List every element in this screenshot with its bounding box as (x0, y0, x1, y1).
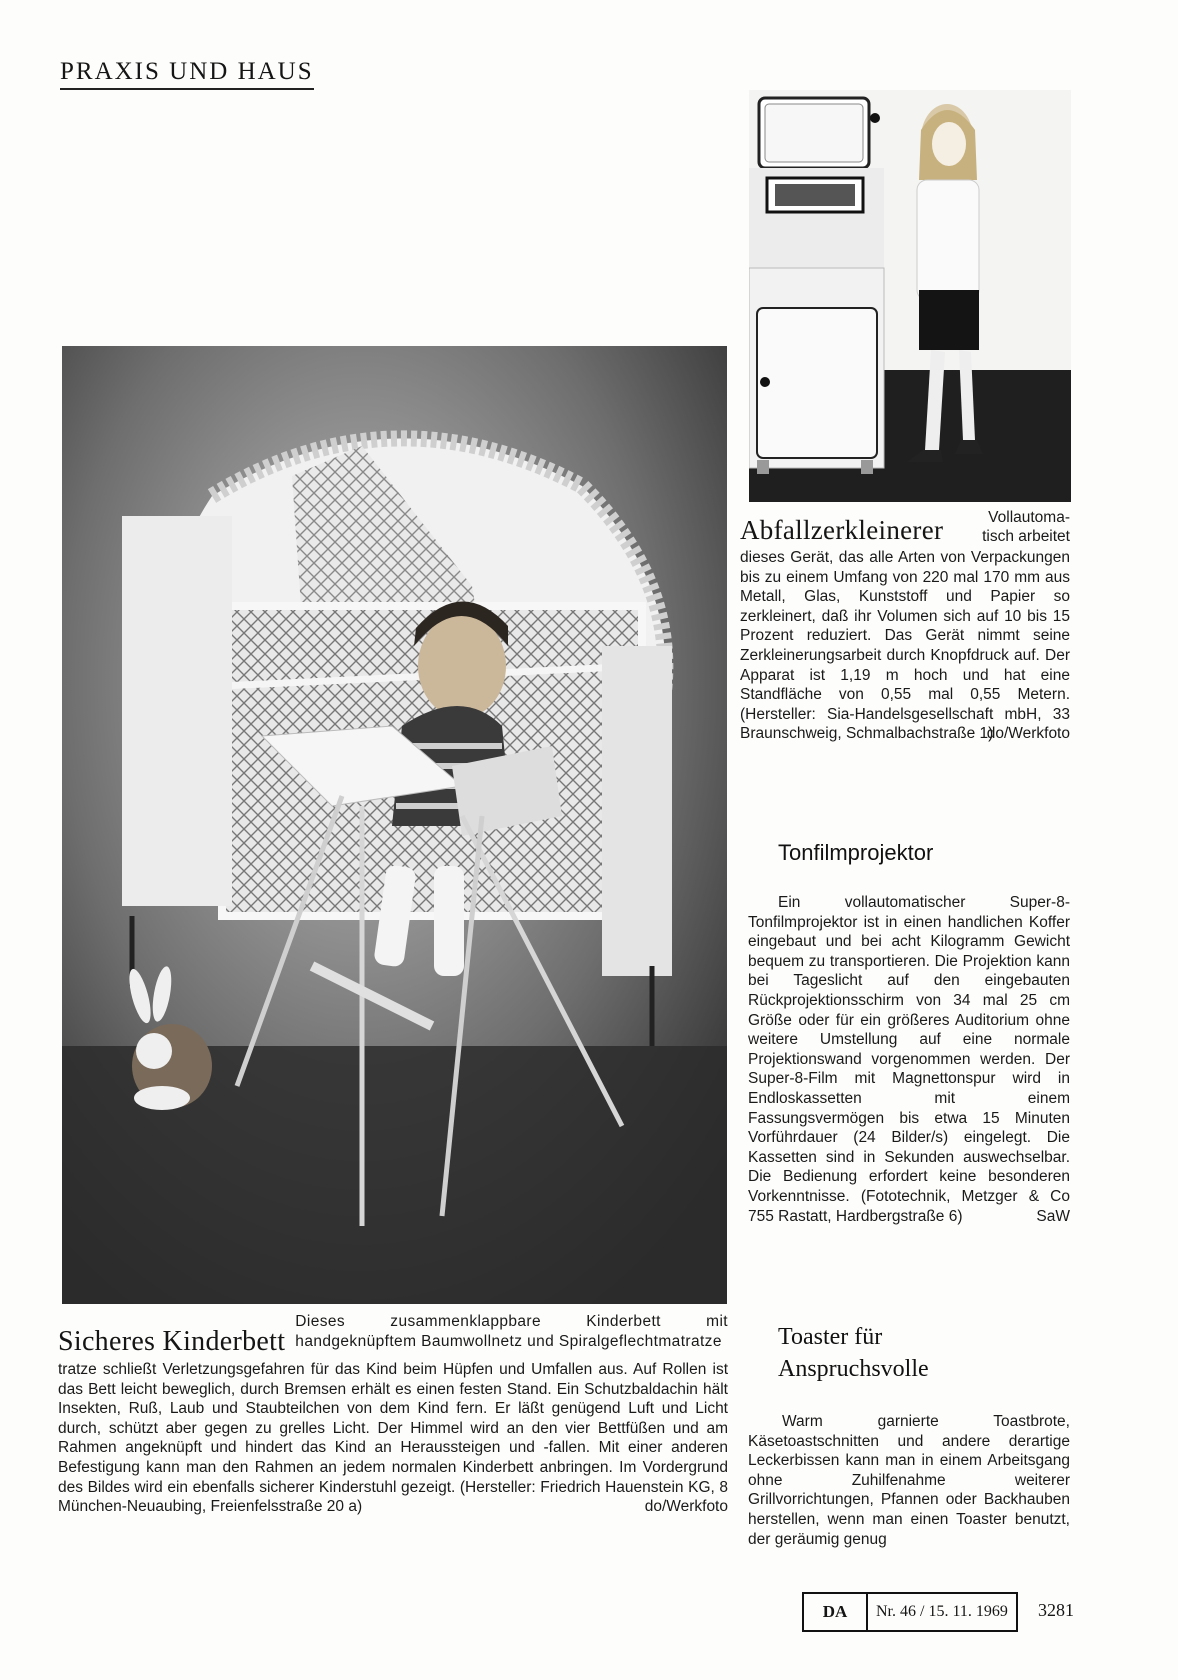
issue-box (802, 1592, 1018, 1632)
abfall-intro: Vollautoma- tisch arbeitet (982, 509, 1070, 545)
magazine-logo: DA (804, 1594, 868, 1630)
issue-number: Nr. 46 / 15. 11. 1969 (876, 1603, 1008, 1620)
toaster-title-line1: Toaster für (778, 1324, 883, 1350)
tonfilm-credit: SaW (1036, 1207, 1070, 1225)
abfall-body: dieses Gerät, das alle Arten von Verpackungen bis zu einem Umfang von 220 mal 170 mm aus Metall, Glas, Kunststoff und Papier so zerkleinert, daß ihr Volumen sich auf 10 bis 15 Prozent reduziert. Das Gerät nimmt seine Zerkleinerungsarbeit durch Knopfdruck auf. Der Apparat ist 1,19 m hoch und hat eine Standfläche von 0,55 mal 0,55 Metern. (Hersteller: Sia-Handelsgesellschaft mbH, 33 Braunschweig, Schmalbachstraße 1) (740, 549, 1070, 743)
abfall-credit: do/Werkfoto (986, 725, 1070, 743)
kinderbett-credit: do/Werkfoto (644, 1498, 728, 1516)
section-title: PRAXIS UND HAUS (60, 58, 314, 90)
page-number: 3281 (1038, 1600, 1074, 1620)
tonfilm-body: Ein vollautomatischer Super-8-Tonfilmprojektor ist in einen handlichen Koffer eingebaut und bei acht Kilogramm Gewicht bequem zu transportieren. Die Projektion kann bei Tageslicht auf den eingebauten Rückprojektionsschirm von 34 mal 25 cm Größe oder für ein größeres Auditorium ohne weitere Umstellung auf eine normale Projektionswand vorgenommen werden. Der Super-8-Film mit Magnettonspur wird in Endloskassetten mit einem Fassungsvermögen bis etwa 15 Minuten Vorführdauer (24 Bilder/s) eingelegt. Die Kassetten sind in Sekunden auswechselbar. Die Bedienung erfordert keine besonderen Vorkenntnisse. (Fototechnik, Metzger & Co 755 Rastatt, Hardbergstraße 6) (748, 894, 1070, 1225)
toaster-body: Warm garnierte Toastbrote, Käsetoastschnitten und andere derartige Leckerbissen kann man in einem Arbeitsgang ohne Zuhilfenahme weiterer Grillvorrichtungen, Pfannen oder Backhauben herstellen, wenn man einen Toaster benutzt, der geräumig genug (748, 1413, 1070, 1548)
kinderbett-title: Sicheres Kinderbett (58, 1326, 286, 1357)
compactor-photo (749, 90, 1071, 502)
toaster-heading (778, 1321, 929, 1385)
kinderbett-body: tratze schließt Verletzungsgefahren für das Kind beim Hüpfen und Umfallen aus. Auf Rollen ist das Bett leicht beweglich, durch Bremsen erhält es einen festen Stand. Ein Schutzbaldachin hält Insekten, Ruß, Laub und Staubteilchen von dem Kind fern. Er läßt genügend Luft und Licht durch, schützt aber gegen zu grelles Licht. Der Himmel wird an den vier Bettfüßen und am Rahmen angeknüpft und hindert das Kind an Heraussteigen und -fallen. Mit einer anderen Befestigung kann man den Rahmen an jedem normalen Kinderbett anbringen. Im Vordergrund des Bildes wird ein ebenfalls sicherer Kinderstuhl gezeigt. (Hersteller: Friedrich Hauenstein KG, 8 München-Neuaubing, Freienfelsstraße 20 a) (58, 1361, 728, 1516)
abfall-title: Abfallzerkleinerer (740, 515, 944, 545)
tonfilm-title: Tonfilmprojektor (778, 840, 934, 865)
toaster-title-line2: Anspruchsvolle (778, 1356, 929, 1382)
kinderbett-article (58, 1312, 728, 1517)
abfall-article (740, 508, 1070, 744)
kinderbett-intro: Dieses zusammenklappbare Kinderbett mit handgeknüpftem Baumwollnetz und Spiralgeflechtmatratze (295, 1313, 728, 1350)
crib-photo (62, 346, 727, 1304)
tonfilm-article (748, 893, 1070, 1226)
